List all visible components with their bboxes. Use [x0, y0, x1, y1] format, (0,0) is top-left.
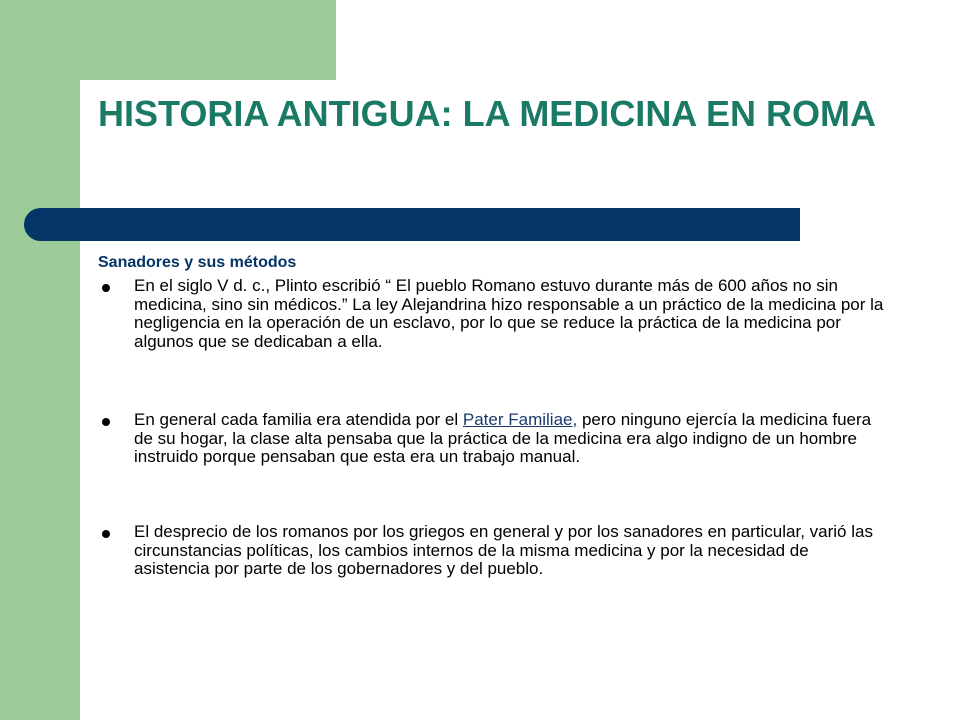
bullet-text — [134, 411, 888, 467]
green-accent-side — [0, 80, 80, 720]
bullet-text: En el siglo V d. c., Plinto escribió “ El pueblo Romano estuvo durante más de 600 años no sin medicina, sino sin médicos.” La ley Alejandrina hizo responsable a un práctico de la medicina por la negligencia en la operación de un esclavo, por lo que se reduce la práctica de la medicina por algunos que se dedicaban a ella. — [134, 276, 884, 351]
bullet-text-start: En general cada familia era atendida por el — [134, 410, 463, 429]
title-divider-bar — [24, 208, 800, 241]
bullet-text: El desprecio de los romanos por los griegos en general y por los sanadores en particular, varió las circunstancias políticas, los cambios internos de la misma medicina y por la necesidad de asistencia por parte de los gobernadores y del pueblo. — [134, 522, 873, 578]
bullet-icon — [102, 530, 110, 538]
bullet-text-end: pero ninguno ejercía la medicina fuera de su hogar, la clase alta pensaba que la práctica de la medicina era algo indigno de un hombre instruido porque pensaban que esta era un trabajo manual. — [134, 410, 872, 466]
bullet-item-3 — [98, 523, 888, 579]
section-subtitle: Sanadores y sus métodos — [98, 254, 297, 271]
bullet-item-1 — [98, 277, 888, 351]
pater-familiae-link[interactable]: Pater Familiae, — [462, 410, 578, 429]
bullet-icon — [102, 418, 110, 426]
content-panel — [80, 80, 960, 720]
bullet-icon — [102, 284, 110, 292]
green-accent-top — [0, 0, 336, 80]
bullet-item-2 — [98, 411, 888, 467]
slide-title: HISTORIA ANTIGUA: LA MEDICINA EN ROMA — [98, 93, 876, 134]
